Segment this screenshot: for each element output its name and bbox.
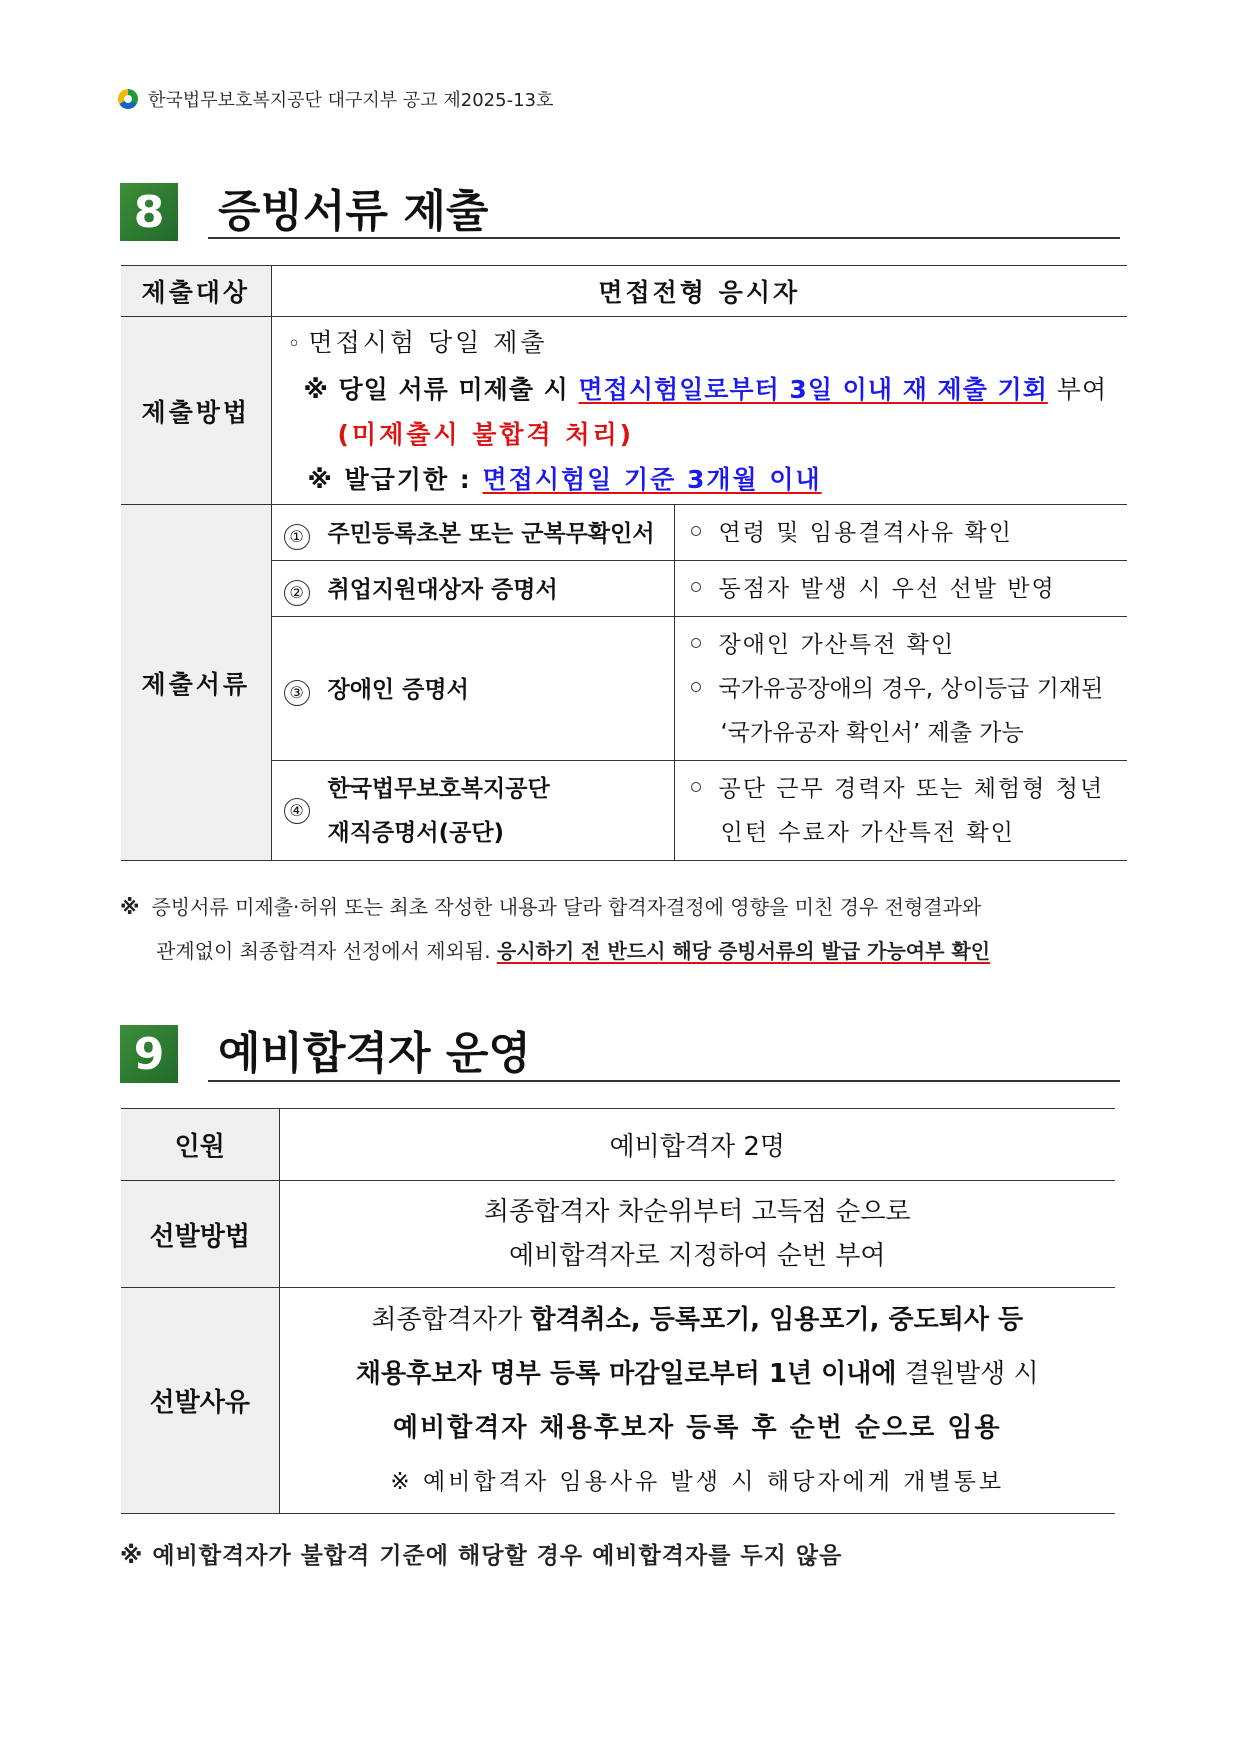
bullet-icon bbox=[691, 782, 701, 792]
method-line4: ※ 발급기한 : 면접시험일 기준 3개월 이내 bbox=[307, 464, 822, 494]
evidence-table bbox=[121, 265, 1127, 861]
section-9-number: 9 bbox=[120, 1025, 178, 1083]
doc-4-name: ④ 한국법무보호복지공단 재직증명서(공단) bbox=[271, 761, 674, 861]
target-row bbox=[121, 266, 1127, 317]
bullet-icon bbox=[691, 526, 701, 536]
section-9-note: ※ 예비합격자가 불합격 기준에 해당할 경우 예비합격자를 두지 않음 bbox=[120, 1543, 843, 1569]
method-line1: ◦ 면접시험 당일 제출 bbox=[287, 327, 548, 357]
section-8-number: 8 bbox=[120, 183, 178, 241]
doc-3-desc: 장애인 가산특전 확인 국가유공장애의 경우, 상이등급 기재된 ‘국가유공자 확인서’ 제출 가능 bbox=[674, 617, 1127, 761]
doc-4-desc: 공단 근무 경력자 또는 체험형 청년 인턴 수료자 가산특전 확인 bbox=[674, 761, 1127, 861]
bullet-icon bbox=[691, 682, 701, 692]
count-row bbox=[121, 1109, 1115, 1181]
section-8-note: ※ 증빙서류 미제출·허위 또는 최초 작성한 내용과 달라 합격자결정에 영향을 미친 경우 전형결과와 관계없이 최종합격자 선정에서 제외됨. 응시하기 전 반드시 해당 증빙서류의 발급 가능여부 확인 bbox=[120, 895, 991, 963]
select-method-label: 선발방법 bbox=[121, 1181, 279, 1288]
method-label: 제출방법 bbox=[121, 317, 271, 505]
select-reason-label: 선발사유 bbox=[121, 1288, 279, 1514]
method-line3: (미제출시 불합격 처리) bbox=[337, 419, 635, 449]
bullet-icon bbox=[691, 582, 701, 592]
doc-3-name: ③ 장애인 증명서 bbox=[271, 617, 674, 761]
section-8-underline bbox=[208, 237, 1120, 239]
select-method-row bbox=[121, 1181, 1115, 1288]
count-value: 예비합격자 2명 bbox=[279, 1109, 1115, 1181]
agency-logo-icon bbox=[118, 89, 138, 109]
doc-row-3 bbox=[121, 617, 1127, 761]
method-row bbox=[121, 317, 1127, 505]
method-content bbox=[271, 317, 1127, 505]
select-reason-row bbox=[121, 1288, 1115, 1514]
bullet-icon bbox=[691, 638, 701, 648]
header-text: 한국법무보호복지공단 대구지부 공고 제2025-13호 bbox=[148, 90, 554, 111]
target-label: 제출대상 bbox=[121, 266, 271, 317]
target-value: 면접전형 응시자 bbox=[271, 266, 1127, 317]
doc-2-name: ② 취업지원대상자 증명서 bbox=[271, 561, 674, 617]
section-9-title: 예비합격자 운영 bbox=[218, 1028, 531, 1079]
section-8-heading bbox=[120, 183, 488, 241]
section-9-heading bbox=[120, 1025, 531, 1083]
reserve-table bbox=[121, 1108, 1115, 1514]
doc-row-4 bbox=[121, 761, 1127, 861]
method-line2: ※ 당일 서류 미제출 시 면접시험일로부터 3일 이내 재 제출 기회 부여 bbox=[303, 374, 1108, 404]
doc-row-1 bbox=[121, 505, 1127, 561]
section-8-title: 증빙서류 제출 bbox=[218, 186, 489, 237]
docs-label: 제출서류 bbox=[121, 505, 271, 861]
doc-1-name: ① 주민등록초본 또는 군복무확인서 bbox=[271, 505, 674, 561]
select-method-value: 최종합격자 차순위부터 고득점 순으로 예비합격자로 지정하여 순번 부여 bbox=[279, 1181, 1115, 1288]
count-label: 인원 bbox=[121, 1109, 279, 1181]
doc-1-desc: 연령 및 임용결격사유 확인 bbox=[674, 505, 1127, 561]
doc-2-desc: 동점자 발생 시 우선 선발 반영 bbox=[674, 561, 1127, 617]
section-9-underline bbox=[208, 1080, 1120, 1082]
doc-row-2 bbox=[121, 561, 1127, 617]
select-reason-value: 최종합격자가 합격취소, 등록포기, 임용포기, 중도퇴사 등 채용후보자 명부 등록 마감일로부터 1년 이내에 결원발생 시 예비합격자 채용후보자 등록 후 순번 순으로 임용 ※ 예비합격자 임용사유 발생 시 해당자에게 개별통보 bbox=[279, 1288, 1115, 1514]
document-header bbox=[118, 86, 553, 112]
